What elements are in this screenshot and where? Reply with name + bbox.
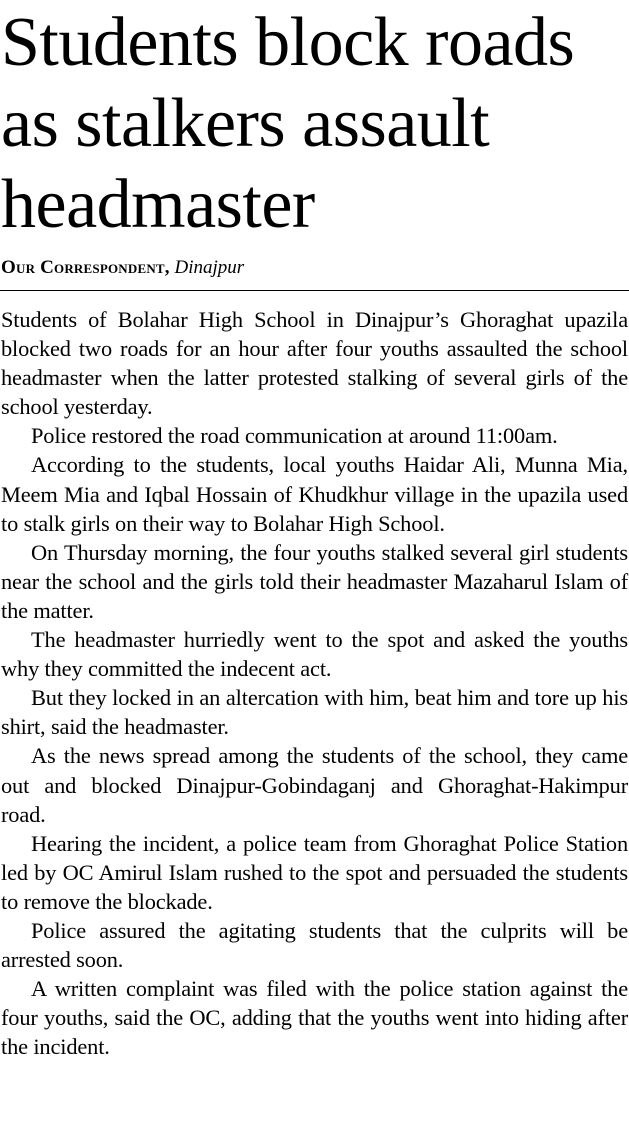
article-paragraph: A written complaint was filed with the police station against the four youths, said the OC, adding that the youths went into hiding after the incident. [1, 976, 628, 1060]
article-paragraph: Police assured the agitating students that the culprits will be arrested soon. [1, 917, 628, 973]
article-paragraph: Police restored the road communication at around 11:00am. [31, 423, 558, 449]
article-body [1, 305, 628, 1061]
headline: Students block roads as stalkers assault headmaster [1, 4, 575, 243]
article-paragraph: Students of Bolahar High School in Dinajpur’s Ghoraghat upazila blocked two roads for an hour after four youths assaulted the school headmaster when the latter protested stalking of several girls of the school yesterday. [1, 307, 628, 420]
byline [1, 256, 244, 280]
byline-author: Our Correspondent, [1, 257, 170, 278]
article-paragraph: Hearing the incident, a police team from Ghoraghat Police Station led by OC Amirul Islam rushed to the spot and persuaded the students to remove the blockade. [1, 830, 628, 914]
byline-divider [0, 290, 629, 291]
article-paragraph: But they locked in an altercation with him, beat him and tore up his shirt, said the headmaster. [1, 685, 628, 740]
article-paragraph: On Thursday morning, the four youths stalked several girl students near the school and the girls told their headmaster Mazaharul Islam of the matter. [1, 539, 628, 623]
article-paragraph: The headmaster hurriedly went to the spot and asked the youths why they committed the indecent act. [1, 627, 628, 682]
byline-location: Dinajpur [174, 257, 245, 278]
article-paragraph: According to the students, local youths Haidar Ali, Munna Mia, Meem Mia and Iqbal Hossain of Khudkhur village in the upazila used to stalk girls on their way to Bolahar High School. [1, 452, 628, 536]
article-paragraph: As the news spread among the students of the school, they came out and blocked Dinajpur-Gobindaganj and Ghoraghat-Hakimpur road. [1, 743, 628, 827]
